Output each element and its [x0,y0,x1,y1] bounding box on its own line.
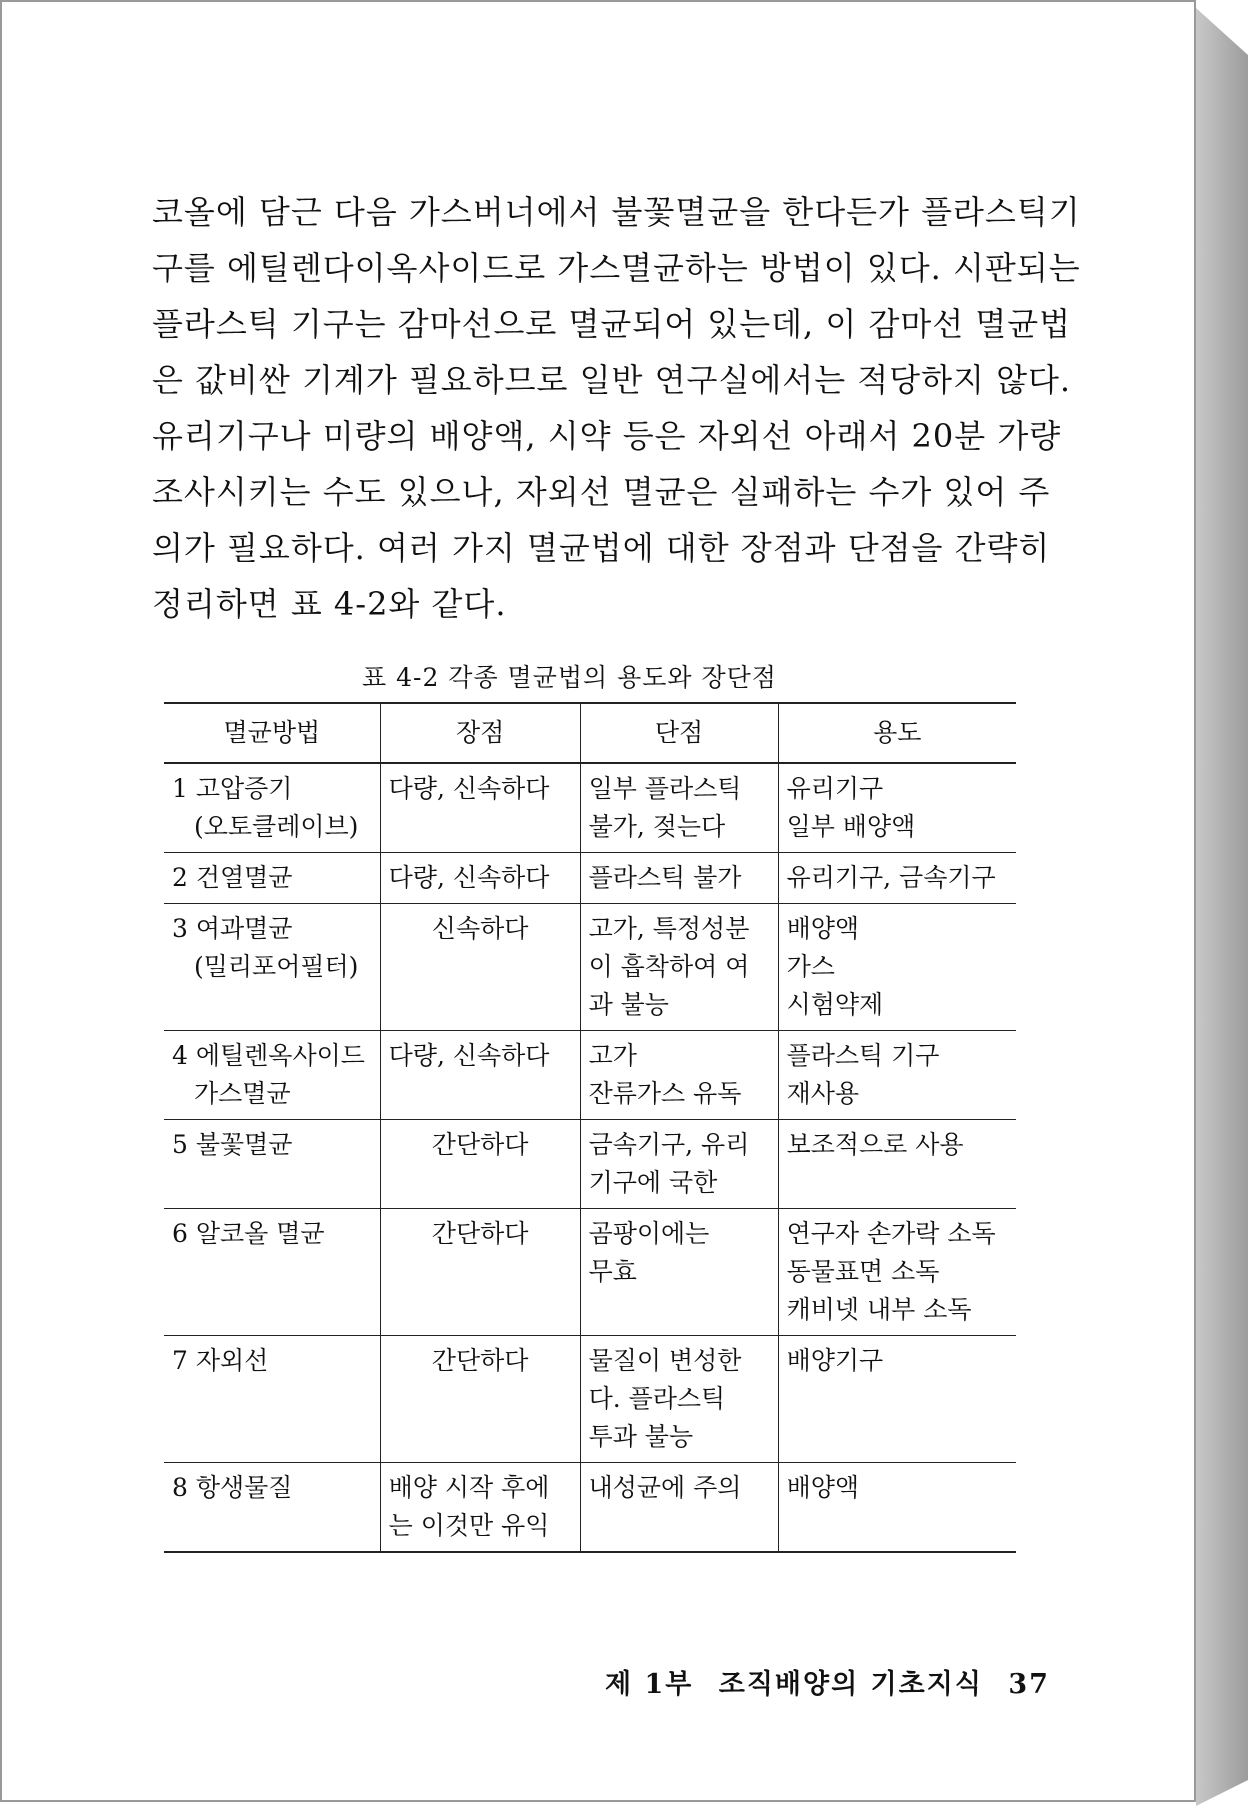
cell-use [778,1336,1016,1463]
page-edge-shadow [1196,0,1248,1806]
cell-line: 플라스틱 기구 [786,1041,940,1070]
cell-cons [580,904,778,1031]
footer-part: 제 1부 [605,1669,694,1700]
cell-line: 일부 배양액 [786,812,916,841]
cell-use [778,1463,1016,1553]
cell-pros [380,1031,580,1120]
body-line: 은 값비싼 기계가 필요하므로 일반 연구실에서는 적당하지 않다. [152,361,1072,399]
cell-cons [580,1031,778,1120]
cell-line: 유리기구 [786,774,884,803]
cell-line: 배양액 [786,1473,860,1502]
cell-line: 내성균에 주의 [588,1473,742,1502]
cell-line: 배양 시작 후에 [388,1473,550,1502]
cell-line: 보조적으로 사용 [786,1130,964,1159]
table-row [164,1120,1016,1209]
body-line: 구를 에틸렌다이옥사이드로 가스멸균하는 방법이 있다. 시판되는 [152,249,1081,287]
cell-line: 배양액 [786,914,860,943]
cell-pros [380,1463,580,1553]
header-use: 용도 [778,703,1016,763]
body-line: 조사시키는 수도 있으나, 자외선 멸균은 실패하는 수가 있어 주 [152,473,1051,511]
cell-line: 다량, 신속하다 [388,1041,550,1070]
cell-method [164,853,380,904]
cell-line: 8 항생물질 [172,1473,293,1502]
cell-line: 4 에틸렌옥사이드 [172,1041,365,1070]
cell-pros [380,763,580,853]
cell-line: 투과 불능 [588,1422,694,1451]
table-row [164,763,1016,853]
table-header-row [164,703,1016,763]
table-row [164,1209,1016,1336]
cell-line: 신속하다 [431,914,529,943]
cell-use [778,1209,1016,1336]
cell-line: 일부 플라스틱 [588,774,742,803]
cell-line: 다량, 신속하다 [388,863,550,892]
cell-line: 유리기구, 금속기구 [786,863,996,892]
cell-cons [580,853,778,904]
cell-line: 과 불능 [588,990,669,1019]
cell-line: 플라스틱 불가 [588,863,742,892]
cell-line: 가스 [786,952,835,981]
cell-method [164,1336,380,1463]
footer-title: 조직배양의 기초지식 [718,1669,983,1700]
table-row [164,1463,1016,1553]
cell-method [164,1209,380,1336]
cell-line: 간단하다 [431,1346,529,1375]
table-row [164,853,1016,904]
cell-pros [380,1209,580,1336]
cell-method [164,1031,380,1120]
cell-line: 5 불꽃멸균 [172,1130,293,1159]
cell-line: 가스멸균 [194,1079,291,1108]
cell-line: 이 흡착하여 여 [588,952,750,981]
header-method: 멸균방법 [164,703,380,763]
cell-line: 배양기구 [786,1346,884,1375]
cell-cons [580,1463,778,1553]
cell-line: 고가 [588,1041,637,1070]
cell-method [164,904,380,1031]
cell-use [778,853,1016,904]
table-caption: 표 4-2 각종 멸균법의 용도와 장단점 [362,663,777,692]
cell-method [164,763,380,853]
cell-use [778,1031,1016,1120]
body-paragraph [152,184,1081,632]
cell-line: 연구자 손가락 소독 [786,1219,996,1248]
table-row [164,1336,1016,1463]
cell-use [778,763,1016,853]
cell-cons [580,1120,778,1209]
header-cons: 단점 [580,703,778,763]
cell-line: 불가, 젖는다 [588,812,726,841]
cell-line: 간단하다 [431,1130,529,1159]
cell-line: 다량, 신속하다 [388,774,550,803]
cell-use [778,1120,1016,1209]
body-line: 정리하면 표 4-2와 같다. [152,585,507,623]
cell-line: 잔류가스 유독 [588,1079,742,1108]
body-line: 코올에 담근 다음 가스버너에서 불꽃멸균을 한다든가 플라스틱기 [152,193,1081,231]
header-pros: 장점 [380,703,580,763]
cell-line: 동물표면 소독 [786,1257,940,1286]
cell-line: 는 이것만 유익 [388,1511,550,1540]
cell-line: 2 건열멸균 [172,863,293,892]
cell-line: 시험약제 [786,990,884,1019]
page-footer [605,1662,1064,1701]
cell-line: 간단하다 [431,1219,529,1248]
body-line: 유리기구나 미량의 배양액, 시약 등은 자외선 아래서 20분 가량 [152,417,1062,455]
cell-line: 기구에 국한 [588,1168,718,1197]
cell-use [778,904,1016,1031]
cell-pros [380,1120,580,1209]
sterilization-methods-table [164,702,1016,1553]
cell-line: (오토클레이브) [194,812,359,841]
cell-pros [380,904,580,1031]
cell-line: (밀리포어필터) [194,952,359,981]
page-number: 37 [1008,1669,1050,1700]
cell-cons [580,1209,778,1336]
body-line: 플라스틱 기구는 감마선으로 멸균되어 있는데, 이 감마선 멸균법 [152,305,1072,343]
body-line: 의가 필요하다. 여러 가지 멸균법에 대한 장점과 단점을 간략히 [152,529,1051,567]
cell-cons [580,763,778,853]
cell-pros [380,853,580,904]
table-row [164,1031,1016,1120]
cell-line: 7 자외선 [172,1346,269,1375]
cell-line: 재사용 [786,1079,860,1108]
cell-line: 다. 플라스틱 [588,1384,726,1413]
cell-line: 무효 [588,1257,637,1286]
cell-line: 1 고압증기 [172,774,293,803]
table-row [164,904,1016,1031]
cell-line: 고가, 특정성분 [588,914,750,943]
cell-line: 물질이 변성한 [588,1346,742,1375]
cell-line: 6 알코올 멸균 [172,1219,325,1248]
cell-method [164,1463,380,1553]
cell-line: 3 여과멸균 [172,914,293,943]
cell-method [164,1120,380,1209]
cell-pros [380,1336,580,1463]
cell-line: 캐비넷 내부 소독 [786,1295,972,1324]
cell-line: 금속기구, 유리 [588,1130,750,1159]
cell-line: 곰팡이에는 [588,1219,710,1248]
cell-cons [580,1336,778,1463]
